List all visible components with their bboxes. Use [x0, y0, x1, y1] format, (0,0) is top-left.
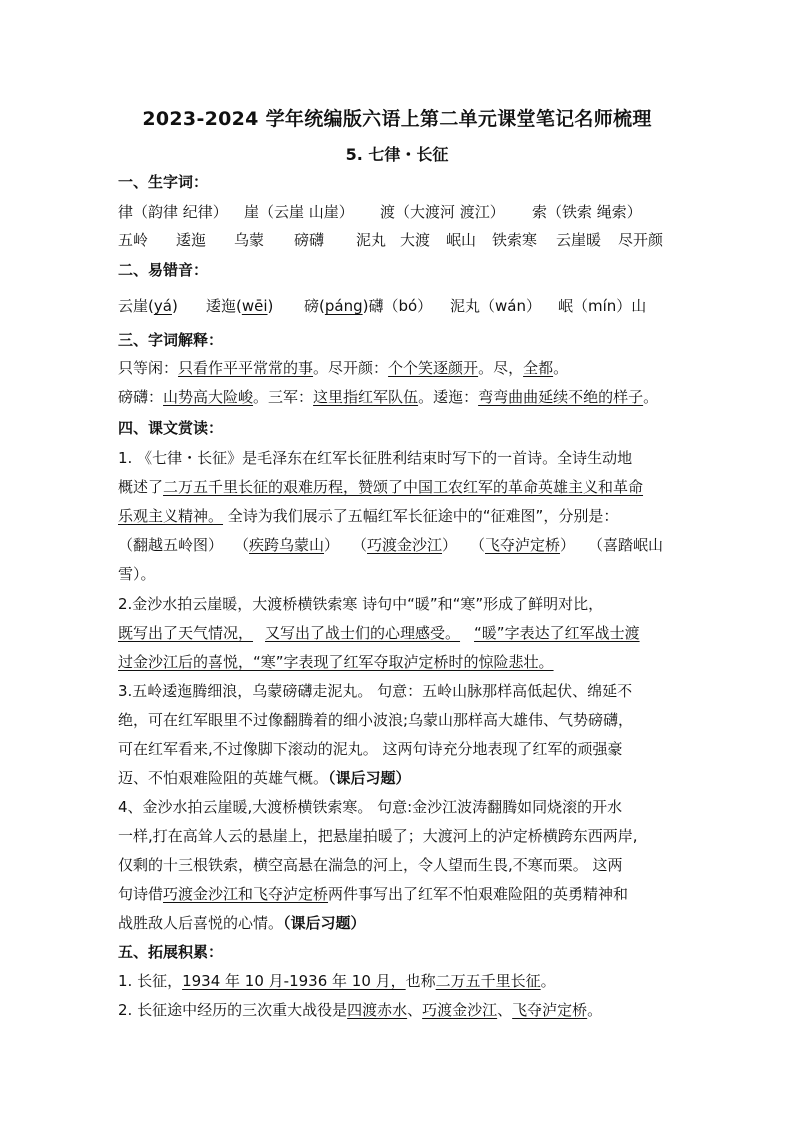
section-heading-extension: 五、拓展积累： [118, 943, 224, 961]
text-segment: 概述了 [118, 478, 164, 496]
pinyin-item [206, 296, 304, 316]
text-segment: 山势高大险峻 [163, 388, 254, 406]
paragraph-1-line: 雪）。 [118, 565, 156, 583]
section-heading-definitions: 三、字词解释： [118, 331, 224, 349]
paragraph-4-line: 一样,打在高耸人云的悬崖上，把悬崖拍暖了；大渡河上的泸定桥横跨东西两岸, [118, 827, 638, 845]
text-segment: 巧渡金沙江 [367, 536, 443, 554]
text-segment: 2. 长征途中经历的三次重大战役是 [118, 1001, 348, 1019]
paragraph-4-line [118, 884, 678, 904]
text-segment: 。尽， [478, 359, 524, 377]
text-segment: ） [324, 536, 340, 554]
extension-line-2 [118, 1000, 678, 1020]
paragraph-2-line: 2.金沙水拍云崖暖，大渡桥横铁索寒 诗句中“暖”和“寒”形成了鲜明对比， [118, 595, 604, 613]
text-segment: 1. 长征， [118, 972, 183, 990]
text-segment: （课后习题） [283, 914, 366, 932]
page-title: 2023-2024 学年统编版六语上第二单元课堂笔记名师梳理 [142, 108, 652, 130]
text-segment: 全诗为我们展示了五幅红军长征途中的“征难图”，分别是： [223, 507, 619, 525]
section-heading-reading: 四、课文赏读： [118, 419, 224, 437]
text-segment: （喜踏岷山 [588, 536, 664, 554]
extension-line-1 [118, 971, 678, 991]
text-segment: 过金沙江后的喜悦，“寒”字表现了红军夺取泸定桥时的惊险悲壮。 [118, 653, 554, 671]
text-segment: 飞夺泸定桥 [485, 536, 561, 554]
vocab-item: 渡（大渡河 渡江） [380, 203, 505, 221]
vocab-word: 岷山 [446, 231, 477, 249]
section-heading-pronunciation: 二、易错音： [118, 261, 209, 279]
vocab-word: 尽开颜 [618, 231, 664, 249]
paragraph-3-line [118, 768, 678, 788]
paragraph-2-line [118, 623, 678, 643]
text-segment: 逶迤( [206, 297, 242, 315]
paragraph-4-line: 4、金沙水拍云崖暖,大渡桥横铁索寒。 句意:金沙江波涛翻腾如同烧滚的开水 [118, 798, 623, 816]
vocab-row-1 [118, 202, 678, 222]
paragraph-1-line [118, 535, 678, 555]
text-segment: 二万五千里长征 [435, 972, 541, 990]
paragraph-3-line: 绝，可在红军眼里不过像翻腾着的细小波浪;乌蒙山那样高大雄伟、气势磅礴， [118, 711, 634, 729]
text-segment: 全都 [523, 359, 554, 377]
text-segment: ) [267, 297, 274, 315]
text-segment: 句诗借 [118, 885, 164, 903]
vocab-row-2 [118, 230, 678, 250]
text-segment: （翻越五岭图） [118, 536, 224, 554]
text-segment: 巧渡金沙江和飞夺泸定桥 [163, 885, 329, 903]
text-segment: yá [153, 297, 172, 315]
text-segment: 巧渡金沙江 [422, 1001, 498, 1019]
vocab-word: 泥丸 [356, 231, 387, 249]
paragraph-4-line [118, 913, 678, 933]
vocab-item: 律（韵律 纪律） [118, 203, 228, 221]
text-segment: 四渡赤水 [347, 1001, 408, 1019]
text-segment: 乐观主义精神。 [118, 507, 224, 525]
text-segment: 磅礴： [118, 388, 164, 406]
pinyin-item [304, 296, 450, 316]
text-segment: 也称 [405, 972, 436, 990]
text-segment: ） [442, 536, 458, 554]
text-segment: 只看作平平常常的事 [178, 359, 314, 377]
paragraph-1-line [118, 506, 678, 526]
pinyin-item: 泥丸（wán） [450, 297, 541, 315]
text-segment: ) [171, 297, 178, 315]
text-segment: 这里指红军队伍 [313, 388, 419, 406]
text-segment: （课后习题） [328, 769, 411, 787]
paragraph-1-line: 1. 《七律・长征》是毛泽东在红军长征胜利结束时写下的一首诗。全诗生动地 [118, 449, 633, 467]
text-segment: 1934 年 10 月-1936 年 10 月， [182, 972, 406, 990]
text-segment: 磅( [304, 297, 325, 315]
vocab-word: 乌蒙 [234, 231, 265, 249]
text-segment: （ [352, 536, 368, 554]
text-segment: 两件事写出了红军不怕艰难险阻的英勇精神和 [328, 885, 629, 903]
vocab-item: 崖（云崖 山崖） [244, 203, 354, 221]
definition-line-2 [118, 387, 678, 407]
section-heading-vocabulary: 一、生字词： [118, 173, 209, 191]
paragraph-3-line: 3.五岭逶迤腾细浪，乌蒙磅礴走泥丸。 句意：五岭山脉那样高低起伏、绵延不 [118, 682, 633, 700]
vocab-word: 铁索寒 [492, 231, 538, 249]
paragraph-4-line: 仅剩的十三根铁索，横空高悬在湍急的河上，令人望而生畏,不寒而栗。 这两 [118, 856, 623, 874]
pinyin-item [118, 296, 206, 316]
text-segment: 。 [540, 972, 556, 990]
vocab-item: 索（铁索 绳索） [532, 203, 642, 221]
paragraph-3-line: 可在红军看来,不过像脚下滚动的泥丸。 这两句诗充分地表现了红军的顽强豪 [118, 740, 623, 758]
text-segment: 二万五千里长征的艰难历程，赞颂了中国工农红军的革命英雄主义和革命 [163, 478, 644, 496]
text-segment: 个个笑逐颜开 [388, 359, 479, 377]
text-segment: wēi [241, 297, 268, 315]
paragraph-2-line [118, 652, 678, 672]
text-segment: )礴（bó） [362, 297, 433, 315]
text-segment: 。 [553, 359, 569, 377]
text-segment: 。 [587, 1001, 603, 1019]
text-segment: 迈、不怕艰难险阻的英雄气概。 [118, 769, 329, 787]
lesson-title: 5. 七律・长征 [345, 145, 449, 164]
vocab-word: 磅礴 [294, 231, 325, 249]
text-segment: páng [324, 297, 363, 315]
text-segment: 战胜敌人后喜悦的心情。 [118, 914, 284, 932]
text-segment: 飞夺泸定桥 [512, 1001, 588, 1019]
text-segment: ） [560, 536, 576, 554]
text-segment: 。三军： [253, 388, 314, 406]
text-segment: 疾跨乌蒙山 [249, 536, 325, 554]
pinyin-item: 岷（mín）山 [558, 297, 647, 315]
text-segment: 弯弯曲曲延续不绝的样子 [478, 388, 644, 406]
vocab-word: 五岭 [118, 231, 149, 249]
text-segment: “暖”字表达了红军战士渡 [474, 624, 640, 642]
vocab-word: 逶迤 [176, 231, 207, 249]
vocab-word: 大渡 [400, 231, 431, 249]
text-segment: 。逶迤： [418, 388, 479, 406]
text-segment: 、 [497, 1001, 513, 1019]
text-segment: 又写出了战士们的心理感受。 [265, 624, 461, 642]
pronunciation-row [118, 296, 678, 316]
text-segment: （ [234, 536, 250, 554]
text-segment: 只等闲： [118, 359, 179, 377]
paragraph-1-line [118, 477, 678, 497]
vocab-word: 云崖暖 [556, 231, 602, 249]
text-segment: 、 [407, 1001, 423, 1019]
text-segment: 云崖( [118, 297, 154, 315]
text-segment: 。 [643, 388, 659, 406]
text-segment: （ [470, 536, 486, 554]
text-segment: 既写出了天气情况， [118, 624, 254, 642]
definition-line-1 [118, 358, 678, 378]
text-segment: 。尽开颜： [313, 359, 389, 377]
